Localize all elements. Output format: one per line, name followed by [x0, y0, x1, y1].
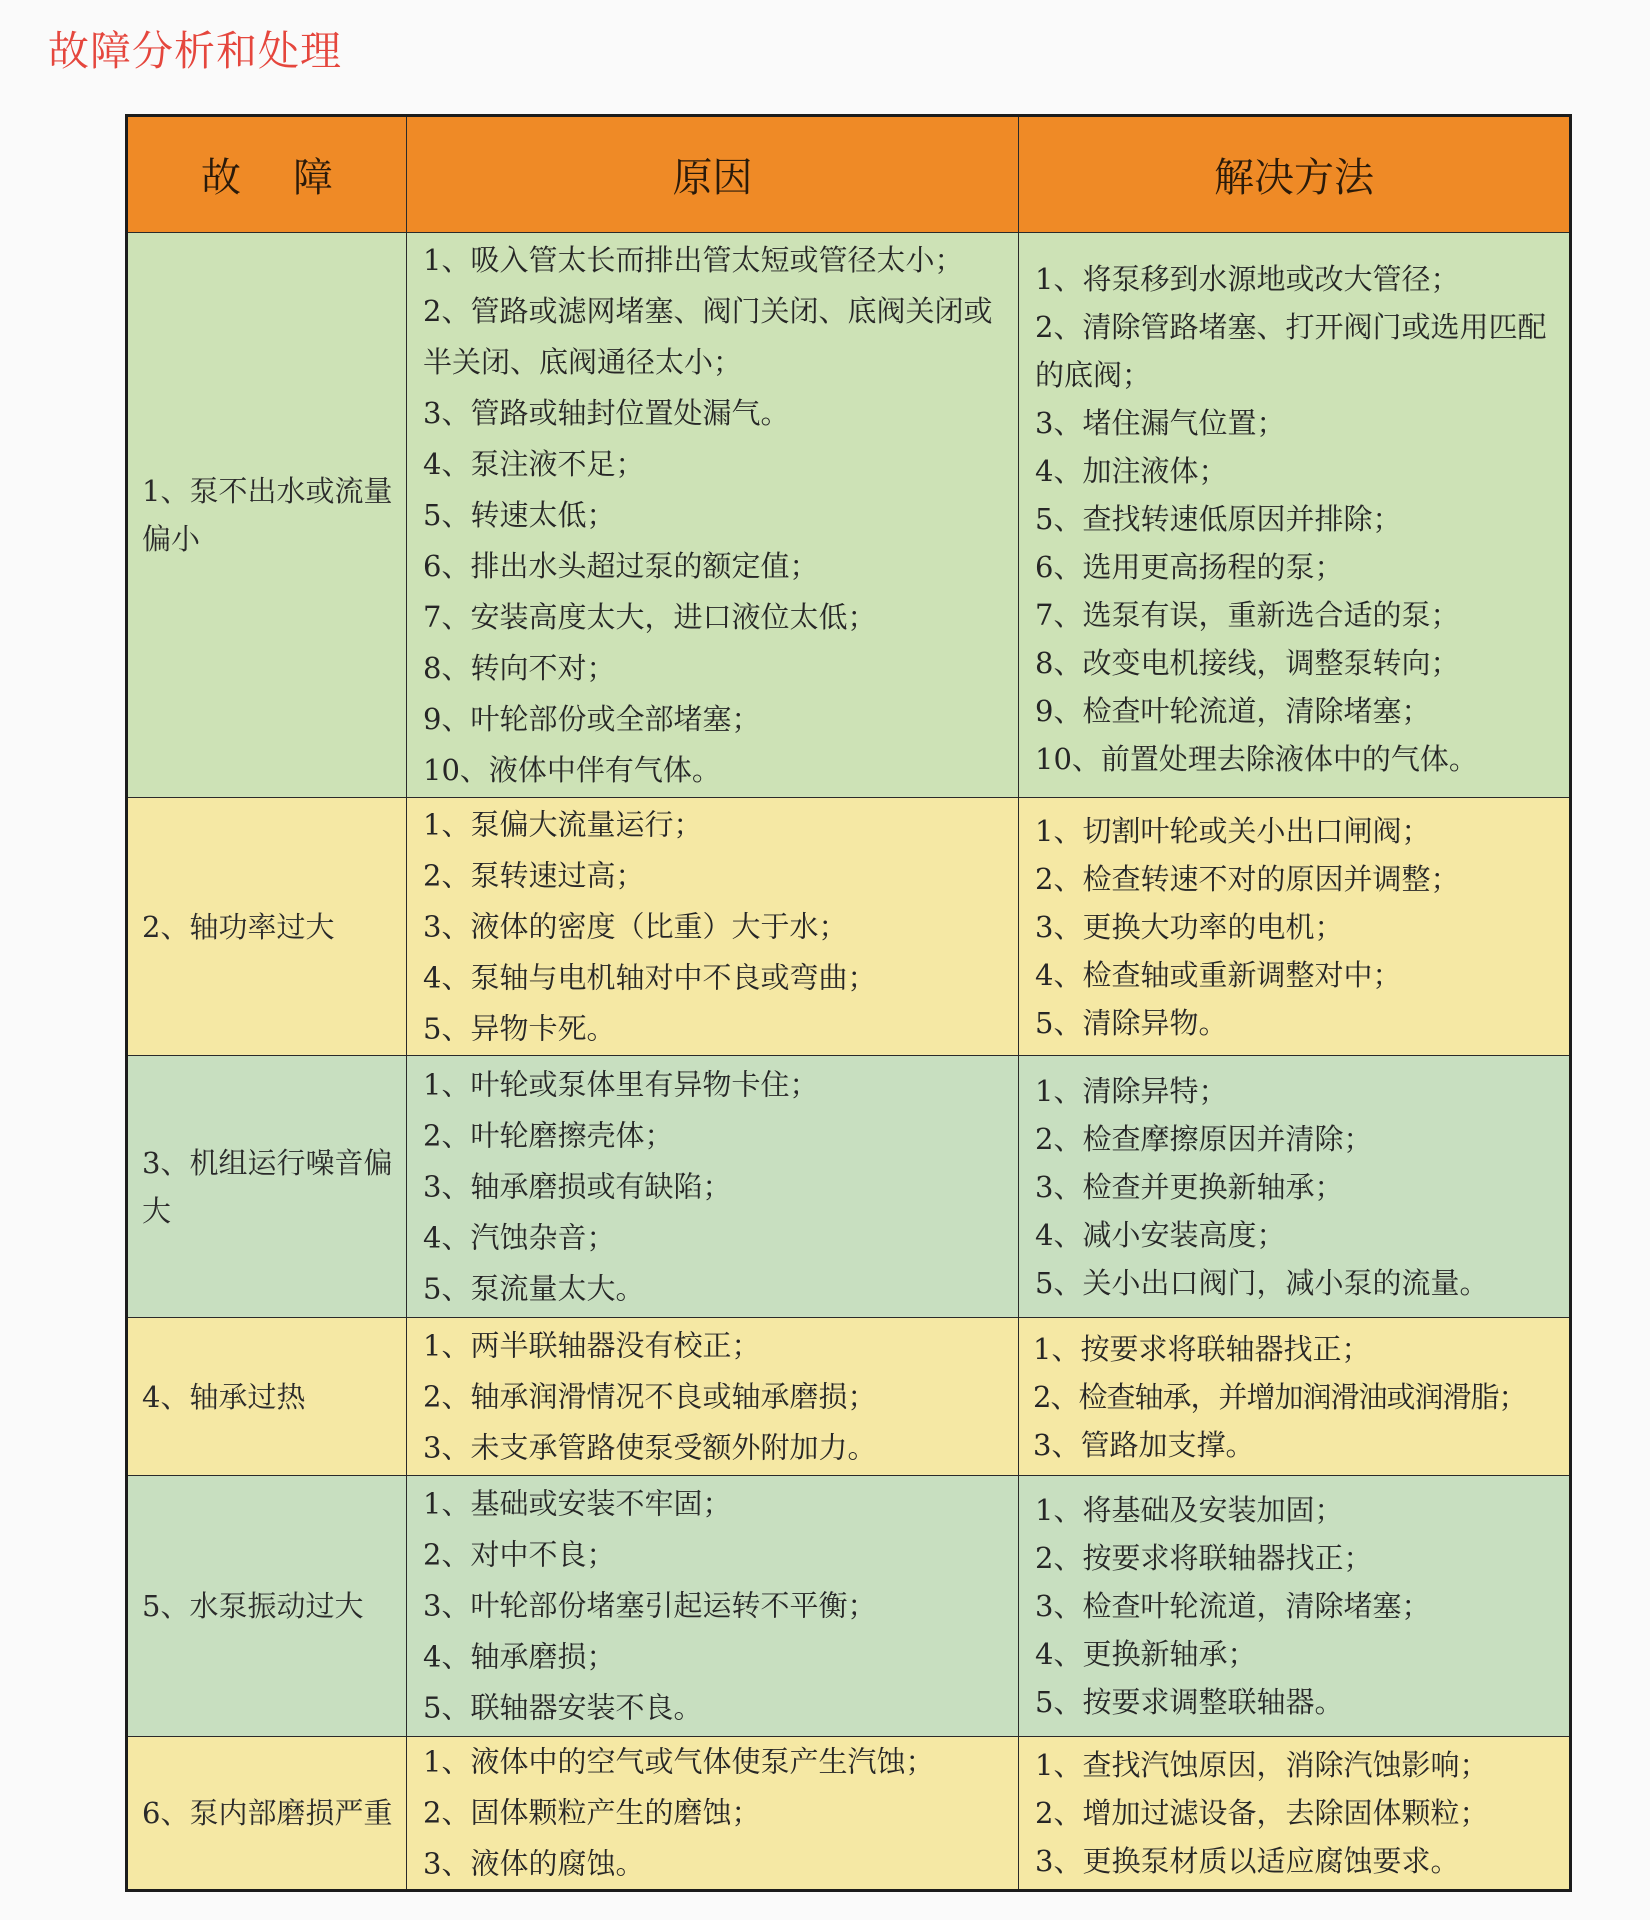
fault-label: 4、轴承过热: [142, 1379, 306, 1414]
list-item: 3、叶轮部份堵塞引起运转不平衡；: [423, 1588, 877, 1623]
list-item: 2、检查摩擦原因并清除；: [1035, 1121, 1373, 1156]
list-item: 3、堵住漏气位置；: [1035, 406, 1286, 440]
table-row: [128, 1056, 1569, 1318]
list-item: 2、对中不良；: [423, 1537, 616, 1572]
fault-cell: [128, 798, 407, 1055]
list-item: 8、改变电机接线，调整泵转向；: [1035, 646, 1460, 680]
list-item: 1、吸入管太长而排出管太短或管径太小；: [423, 243, 964, 277]
cause-cell: [407, 1476, 1019, 1736]
fault-label: 1、泵不出水或流量偏小: [142, 474, 393, 556]
cause-list: [407, 1479, 1018, 1734]
list-item: 5、异物卡死。: [423, 1011, 616, 1045]
list-item: 1、将泵移到水源地或改大管径；: [1035, 262, 1460, 296]
fault-analysis-table: [125, 114, 1572, 1892]
list-item: 5、清除异物。: [1035, 1005, 1228, 1040]
solution-list: [1019, 1741, 1569, 1885]
fault-cell: [128, 1318, 407, 1475]
list-item: 3、管路或轴封位置处漏气。: [423, 396, 790, 430]
solution-cell: [1019, 1056, 1569, 1317]
cause-cell: [407, 1056, 1019, 1317]
list-item: 3、更换大功率的电机；: [1035, 909, 1344, 944]
cause-cell: [407, 1737, 1019, 1889]
cause-list: [407, 1737, 1018, 1890]
list-item: 5、按要求调整联轴器。: [1035, 1685, 1344, 1719]
cause-list: [407, 799, 1018, 1054]
list-item: 10、前置处理去除液体中的气体。: [1035, 742, 1478, 776]
solution-cell: [1019, 798, 1569, 1055]
list-item: 3、液体的腐蚀。: [423, 1846, 645, 1881]
list-item: 1、按要求将联轴器找正；: [1033, 1331, 1371, 1366]
solution-cell: [1019, 1318, 1569, 1475]
list-item: 4、泵注液不足；: [423, 447, 645, 481]
list-item: 4、汽蚀杂音；: [423, 1220, 616, 1254]
list-item: 1、将基础及安装加固；: [1035, 1493, 1344, 1527]
list-item: 4、加注液体；: [1035, 454, 1228, 488]
list-item: 1、叶轮或泵体里有异物卡住；: [423, 1067, 819, 1101]
solution-cell: [1019, 233, 1569, 797]
header-solution: 解决方法: [1214, 155, 1374, 201]
list-item: 2、按要求将联轴器找正；: [1035, 1541, 1373, 1575]
list-item: 5、查找转速低原因并排除；: [1035, 502, 1402, 536]
solution-cell: [1019, 1737, 1569, 1889]
list-item: 1、基础或安装不牢固；: [423, 1486, 732, 1521]
list-item: 9、检查叶轮流道，清除堵塞；: [1035, 694, 1431, 728]
cause-list: [407, 1059, 1018, 1314]
list-item: 4、轴承磨损；: [423, 1639, 616, 1674]
table-row: [128, 233, 1569, 798]
cause-cell: [407, 798, 1019, 1055]
list-item: 2、清除管路堵塞、打开阀门或选用匹配的底阀；: [1035, 310, 1547, 392]
list-item: 3、检查并更换新轴承；: [1035, 1169, 1344, 1204]
solution-list: [1019, 1067, 1569, 1307]
list-item: 2、检查转速不对的原因并调整；: [1035, 861, 1460, 896]
fault-cell: [128, 1737, 407, 1889]
list-item: 7、安装高度太大，进口液位太低；: [423, 600, 877, 634]
fault-cell: [128, 1056, 407, 1317]
fault-cell: [128, 233, 407, 797]
list-item: 2、轴承润滑情况不良或轴承磨损；: [423, 1379, 877, 1413]
cause-cell: [407, 233, 1019, 797]
solution-list: [1019, 233, 1569, 783]
list-item: 3、液体的密度（比重）大于水；: [423, 909, 848, 943]
list-item: 2、叶轮磨擦壳体；: [423, 1118, 674, 1152]
fault-cell: [128, 1476, 407, 1736]
fault-label: 5、水泵振动过大: [142, 1589, 364, 1623]
list-item: 2、泵转速过高；: [423, 858, 645, 892]
list-item: 3、更换泵材质以适应腐蚀要求。: [1035, 1844, 1460, 1878]
list-item: 3、检查叶轮流道，清除堵塞；: [1035, 1589, 1431, 1623]
solution-list: [1019, 1486, 1569, 1726]
table-row: [128, 1476, 1569, 1737]
list-item: 8、转向不对；: [423, 651, 616, 685]
list-item: 5、关小出口阀门，减小泵的流量。: [1035, 1265, 1489, 1300]
list-item: 3、未支承管路使泵受额外附加力。: [423, 1430, 877, 1464]
cause-list: [407, 233, 1018, 796]
table-row: [128, 1318, 1569, 1476]
table-row: [128, 798, 1569, 1056]
list-item: 1、查找汽蚀原因，消除汽蚀影响；: [1035, 1748, 1489, 1782]
list-item: 2、固体颗粒产生的磨蚀；: [423, 1795, 761, 1830]
list-item: 9、叶轮部份或全部堵塞；: [423, 702, 761, 736]
list-item: 1、切割叶轮或关小出口闸阀；: [1035, 813, 1431, 848]
cause-cell: [407, 1318, 1019, 1475]
list-item: 1、两半联轴器没有校正；: [423, 1328, 761, 1362]
solution-cell: [1019, 1476, 1569, 1736]
fault-label: 6、泵内部磨损严重: [142, 1796, 393, 1830]
list-item: 4、更换新轴承；: [1035, 1637, 1257, 1671]
fault-label: 3、机组运行噪音偏大: [142, 1145, 393, 1228]
fault-label: 2、轴功率过大: [142, 909, 335, 944]
list-item: 1、泵偏大流量运行；: [423, 807, 703, 841]
table-row: [128, 1737, 1569, 1889]
list-item: 5、泵流量太大。: [423, 1271, 645, 1305]
list-item: 3、轴承磨损或有缺陷；: [423, 1169, 732, 1203]
list-item: 7、选泵有误，重新选合适的泵；: [1035, 598, 1460, 632]
list-item: 1、液体中的空气或气体使泵产生汽蚀；: [423, 1744, 935, 1779]
list-item: 10、液体中伴有气体。: [423, 753, 721, 787]
list-item: 1、清除异特；: [1035, 1073, 1228, 1108]
list-item: 2、增加过滤设备，去除固体颗粒；: [1035, 1796, 1489, 1830]
list-item: 2、管路或滤网堵塞、阀门关闭、底阀关闭或半关闭、底阀通径太小；: [423, 294, 993, 379]
header-cause: 原因: [407, 117, 1019, 232]
header-fault: 故障: [128, 117, 407, 232]
list-item: 3、管路加支撑。: [1033, 1427, 1255, 1462]
list-item: 4、减小安装高度；: [1035, 1217, 1286, 1252]
table-header-row: [128, 117, 1569, 233]
solution-list: [1019, 807, 1569, 1047]
list-item: 6、排出水头超过泵的额定值；: [423, 549, 819, 583]
list-item: 4、泵轴与电机轴对中不良或弯曲；: [423, 960, 877, 994]
solution-list: [1019, 1325, 1569, 1469]
cause-list: [407, 1320, 1018, 1473]
page-title: 故障分析和处理: [48, 27, 342, 75]
list-item: 5、联轴器安装不良。: [423, 1690, 703, 1725]
list-item: 2、检查轴承，并增加润滑油或润滑脂；: [1033, 1379, 1527, 1414]
list-item: 5、转速太低；: [423, 498, 616, 532]
list-item: 6、选用更高扬程的泵；: [1035, 550, 1344, 584]
list-item: 4、检查轴或重新调整对中；: [1035, 957, 1402, 992]
